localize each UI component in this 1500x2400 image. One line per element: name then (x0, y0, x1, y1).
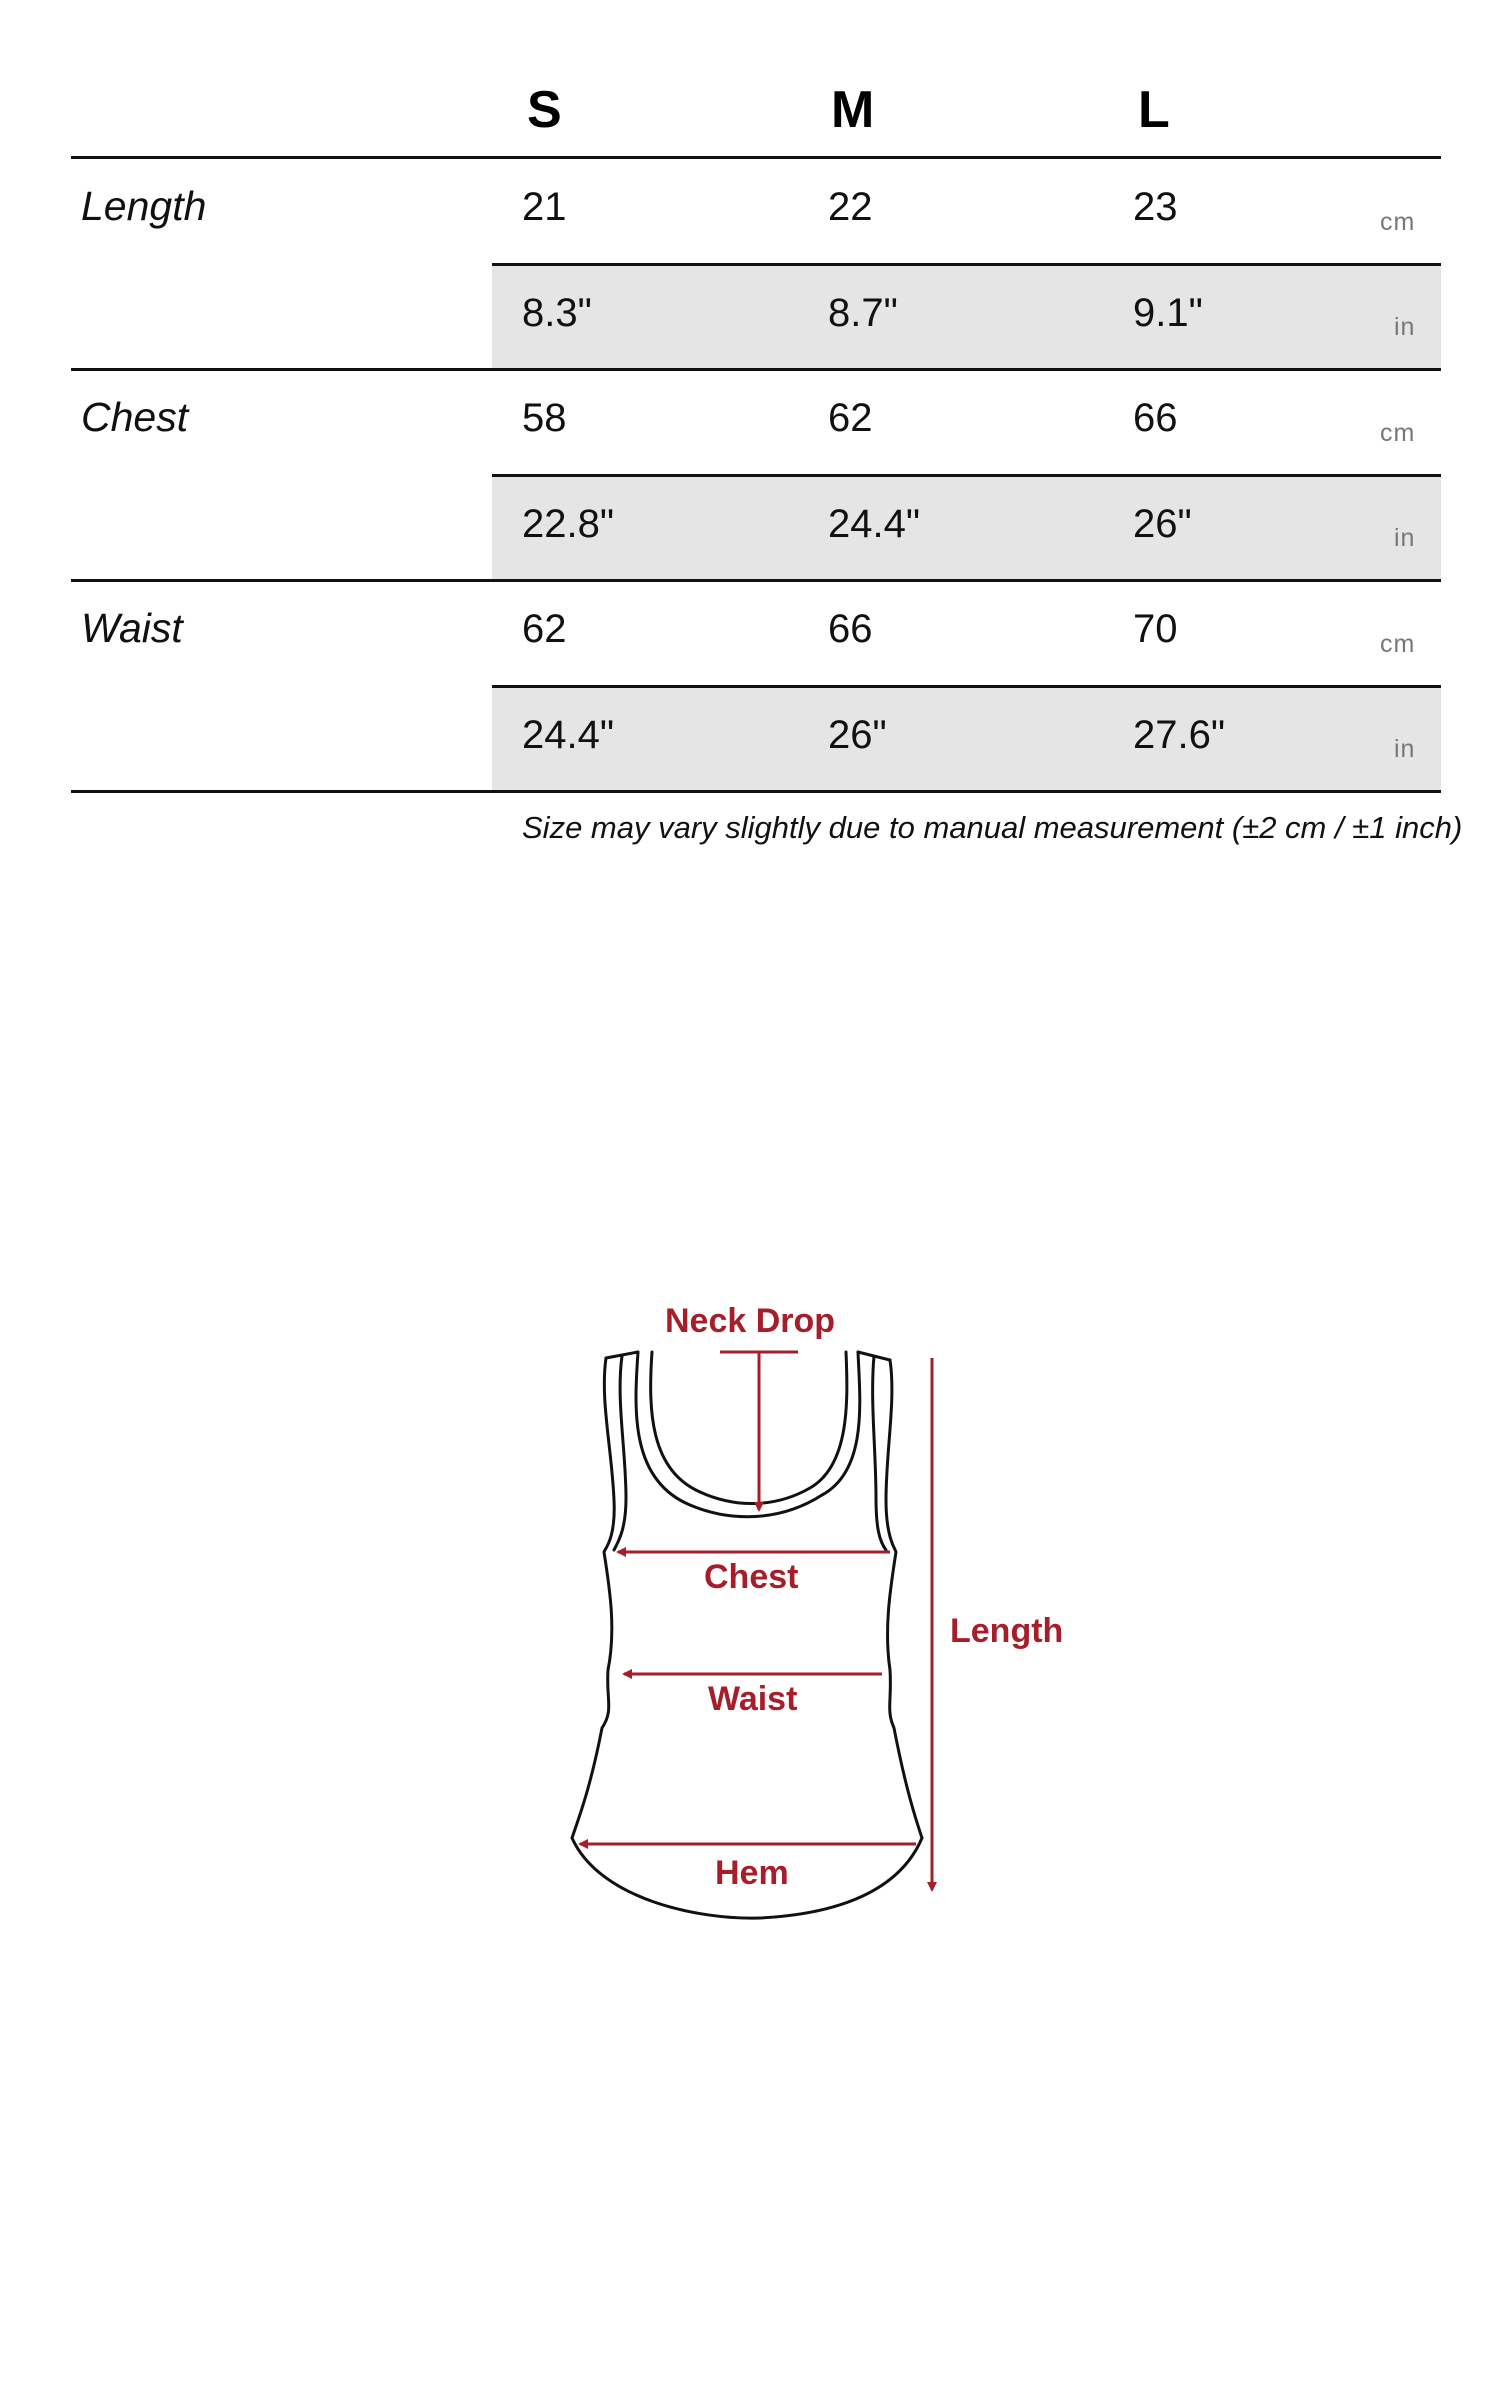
table-rule-chest-mid (492, 474, 1441, 477)
length-cm-s: 21 (522, 185, 567, 229)
label-hem: Hem (715, 1854, 789, 1892)
row-label-waist: Waist (81, 605, 183, 651)
tank-top-outline (572, 1352, 922, 1918)
length-in-l: 9.1" (1133, 291, 1203, 335)
waist-in-l: 27.6" (1133, 713, 1226, 757)
label-length: Length (950, 1612, 1064, 1650)
length-in-s: 8.3" (522, 291, 592, 335)
size-header-m: M (831, 81, 875, 139)
table-rule-length-mid (492, 263, 1441, 266)
measurement-note: Size may vary slightly due to manual measurement (±2 cm / ±1 inch) (522, 810, 1463, 845)
waist-cm-m: 66 (828, 607, 873, 651)
row-label-chest: Chest (81, 394, 189, 440)
measurement-arrows (580, 1352, 932, 1890)
inch-row-bg-waist (492, 687, 1441, 792)
waist-unit-cm: cm (1380, 630, 1416, 658)
label-chest: Chest (704, 1558, 799, 1596)
table-rule-bottom (71, 790, 1441, 793)
waist-cm-l: 70 (1133, 607, 1178, 651)
length-cm-l: 23 (1133, 185, 1178, 229)
tank-top-diagram (560, 1290, 1080, 1930)
size-header-s: S (527, 81, 562, 139)
length-unit-cm: cm (1380, 208, 1416, 236)
waist-cm-s: 62 (522, 607, 567, 651)
chest-unit-cm: cm (1380, 419, 1416, 447)
length-cm-m: 22 (828, 185, 873, 229)
size-header-l: L (1138, 81, 1170, 139)
chest-unit-in: in (1394, 524, 1416, 552)
waist-in-m: 26" (828, 713, 887, 757)
table-rule-length-end (71, 368, 1441, 371)
chest-cm-s: 58 (522, 396, 567, 440)
inch-row-bg-length (492, 265, 1441, 370)
chest-in-l: 26" (1133, 502, 1192, 546)
row-label-length: Length (81, 183, 207, 229)
measurement-diagram (560, 1290, 1080, 1930)
chest-in-s: 22.8" (522, 502, 615, 546)
label-neck-drop: Neck Drop (665, 1302, 836, 1340)
table-rule-chest-end (71, 579, 1441, 582)
length-unit-in: in (1394, 313, 1416, 341)
length-in-m: 8.7" (828, 291, 898, 335)
waist-in-s: 24.4" (522, 713, 615, 757)
label-waist: Waist (708, 1680, 798, 1718)
waist-unit-in: in (1394, 735, 1416, 763)
chest-cm-m: 62 (828, 396, 873, 440)
chest-cm-l: 66 (1133, 396, 1178, 440)
table-rule-waist-mid (492, 685, 1441, 688)
chest-in-m: 24.4" (828, 502, 921, 546)
inch-row-bg-chest (492, 476, 1441, 581)
table-rule-top (71, 156, 1441, 159)
